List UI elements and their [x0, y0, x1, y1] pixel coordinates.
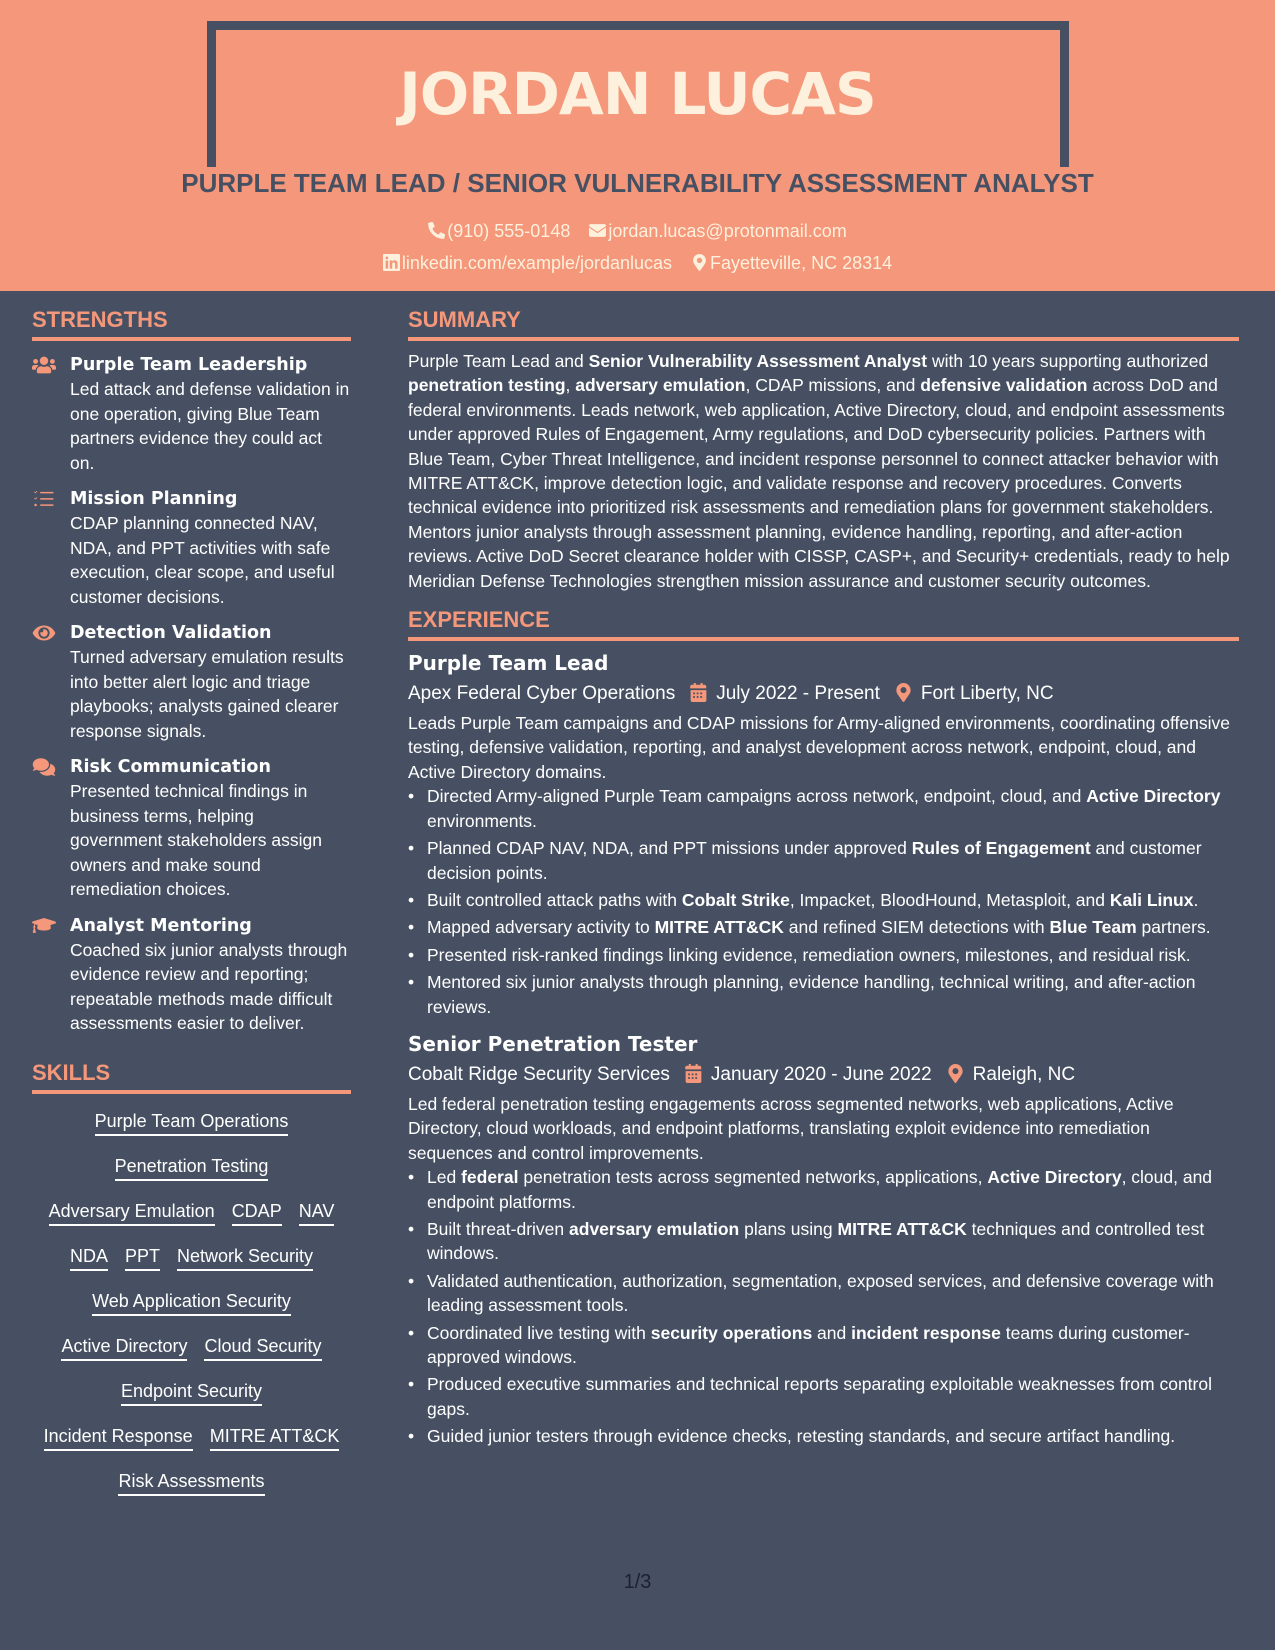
job-bullet	[408, 970, 1239, 1019]
candidate-name: JORDAN LUCAS	[399, 60, 876, 128]
skill-row	[32, 1108, 351, 1153]
skill-row	[32, 1243, 351, 1288]
job-bullet	[408, 1217, 1239, 1266]
skill-tag: Purple Team Operations	[95, 1108, 289, 1136]
strength-desc: Led attack and defense validation in one operation, giving Blue Team partners evidence they could act on.	[70, 379, 350, 473]
job-meta	[408, 680, 1239, 708]
contact-row-1	[0, 221, 1275, 242]
envelope-icon	[589, 222, 606, 239]
text-run: Planned CDAP NAV, NDA, and PPT missions under approved	[427, 838, 912, 859]
bold-text: Active Directory	[1086, 786, 1221, 807]
bold-text: security operations	[650, 1322, 813, 1343]
skill-tag: PPT	[125, 1243, 160, 1271]
comments-icon	[32, 757, 56, 777]
text-run: Produced executive summaries and technical reports separating exploitable weaknesses from control gaps.	[427, 1374, 1212, 1419]
text-run: Directed Army-aligned Purple Team campaigns across network, endpoint, cloud, and	[427, 786, 1087, 807]
phone-contact[interactable]	[428, 221, 570, 242]
skill-tag: NDA	[70, 1243, 108, 1271]
job-bullets	[408, 1165, 1239, 1448]
users-icon	[32, 355, 56, 375]
map-marker-icon	[691, 254, 708, 271]
text-run: penetration tests across segmented networks, applications,	[518, 1167, 988, 1188]
job-bullet	[408, 1269, 1239, 1318]
left-column	[32, 307, 351, 1513]
skill-tag: Risk Assessments	[118, 1468, 264, 1496]
text-run: , CDAP missions, and	[745, 375, 921, 396]
email-contact[interactable]	[589, 221, 846, 242]
job-title: Purple Team Lead	[408, 651, 609, 676]
job-dates: January 2020 - June 2022	[710, 1063, 932, 1085]
skill-tag: MITRE ATT&CK	[210, 1423, 340, 1451]
text-run: and	[812, 1322, 852, 1343]
job-bullet	[408, 888, 1239, 912]
job-entry	[408, 1030, 1239, 1449]
skills-list	[32, 1108, 351, 1513]
job-dates: July 2022 - Present	[716, 683, 880, 705]
email-text: jordan.lucas@protonmail.com	[608, 221, 847, 241]
text-run: Coordinated live testing with	[427, 1322, 651, 1343]
linkedin-icon	[383, 254, 400, 271]
strength-title: Detection Validation	[70, 623, 272, 643]
strength-desc: Coached six junior analysts through evidence review and reporting; repeatable methods made difficult assessments easier to deliver.	[70, 939, 348, 1033]
text-run: Purple Team Lead and	[408, 351, 589, 371]
skill-row	[32, 1378, 351, 1423]
skills-heading: SKILLS	[32, 1060, 351, 1094]
bold-text: MITRE ATT&CK	[837, 1218, 967, 1239]
text-run: Validated authentication, authorization, segmentation, exposed services, and defensive coverage with leading assessment tools.	[427, 1270, 1214, 1316]
text-run: Presented risk-ranked findings linking evidence, remediation owners, milestones, and residual risk.	[427, 944, 1191, 965]
bold-text: MITRE ATT&CK	[654, 917, 784, 938]
skill-tag: Cloud Security	[204, 1333, 321, 1361]
text-run: Built controlled attack paths with	[427, 889, 682, 910]
bold-text: adversary emulation	[569, 1218, 740, 1239]
summary-text	[408, 349, 1239, 593]
phone-text: (910) 555-0148	[447, 221, 571, 241]
skill-row	[32, 1198, 351, 1243]
skill-tag: Web Application Security	[92, 1288, 291, 1316]
bold-text: incident response	[851, 1322, 1001, 1343]
skill-tag: Adversary Emulation	[49, 1198, 215, 1226]
task-list-icon	[32, 489, 56, 509]
job-bullet	[408, 836, 1239, 885]
job-bullet	[408, 1424, 1239, 1448]
job-bullet	[408, 1372, 1239, 1421]
phone-icon	[428, 222, 445, 239]
text-run: and refined SIEM detections with	[783, 917, 1050, 938]
job-entry	[408, 649, 1239, 1019]
text-run: across DoD and federal environments. Leads network, web application, Active Directory, cloud, and endpoint assessments under approved Rules of Engagement, Army regulations, and DoD cybersecurity policies. Partners with Blue Team, Cyber Threat Intelligence, and incident response personnel to connect attacker behavior with MITRE ATT&CK, improve detection logic, and validate response and recovery procedures. Converts technical evidence into prioritized risk assessments and remediation plans for government stakeholders. Mentors junior analysts through assessment planning, evidence handling, reporting, and after-action reviews. Active DoD Secret clearance holder with CISSP, CASP+, and Security+ credentials, ready to help Meridian Defense Technologies strengthen mission assurance and customer security outcomes.	[408, 375, 1230, 591]
location-contact	[691, 253, 892, 274]
text-run: , Impacket, BloodHound, Metasploit, and	[789, 889, 1110, 910]
bold-text: Rules of Engagement	[911, 838, 1091, 859]
text-run: plans using	[739, 1218, 838, 1239]
job-bullet	[408, 1165, 1239, 1214]
text-run: Built threat-driven	[427, 1218, 570, 1239]
strength-title: Risk Communication	[70, 757, 271, 777]
eye-icon	[32, 623, 56, 643]
skill-tag: CDAP	[232, 1198, 282, 1226]
bold-text: Kali Linux	[1109, 889, 1194, 910]
map-marker-icon	[946, 1064, 965, 1083]
text-run: teams during customer-approved windows.	[427, 1322, 1190, 1367]
strength-desc: Presented technical findings in business terms, helping government stakeholders assign owners and make sound remediation choices.	[70, 781, 322, 899]
text-run: .	[1193, 889, 1199, 910]
map-marker-icon	[894, 683, 913, 702]
job-bullet	[408, 915, 1239, 939]
skill-tag: Incident Response	[44, 1423, 193, 1451]
job-location: Fort Liberty, NC	[920, 683, 1054, 705]
strength-item	[32, 353, 351, 475]
text-run: partners.	[1136, 917, 1211, 938]
strength-title: Analyst Mentoring	[70, 915, 252, 936]
strength-item	[32, 755, 351, 902]
strength-item	[32, 914, 351, 1036]
linkedin-text: linkedin.com/example/jordanlucas	[401, 253, 673, 273]
job-meta	[408, 1061, 1239, 1089]
strength-title: Purple Team Leadership	[70, 355, 308, 375]
resume-header	[0, 0, 1275, 291]
job-company: Cobalt Ridge Security Services	[408, 1063, 670, 1085]
text-run: , cloud, and endpoint platforms.	[427, 1167, 1213, 1212]
skill-row	[32, 1423, 351, 1468]
job-title: Senior Penetration Tester	[408, 1031, 698, 1056]
bold-text: Cobalt Strike	[681, 889, 790, 910]
skill-row	[32, 1468, 351, 1513]
skill-tag: Penetration Testing	[115, 1153, 269, 1181]
bold-text: Active Directory	[987, 1167, 1122, 1188]
bold-text: federal	[461, 1167, 519, 1188]
job-description: Led federal penetration testing engagements across segmented networks, web applications, Active Directory, cloud workloads, and endpoint platforms, translating exploit evidence into remediation sequences and control improvements.	[408, 1093, 1174, 1163]
skill-tag: Active Directory	[61, 1333, 187, 1361]
text-run: Guided junior testers through evidence checks, retesting standards, and secure artifact handling.	[427, 1426, 1176, 1447]
summary-heading: SUMMARY	[408, 307, 1239, 341]
text-run: ,	[565, 375, 576, 396]
strengths-heading: STRENGTHS	[32, 307, 351, 341]
skill-row	[32, 1153, 351, 1198]
job-company: Apex Federal Cyber Operations	[408, 683, 676, 705]
calendar-icon	[684, 1064, 703, 1083]
experience-heading: EXPERIENCE	[408, 607, 1239, 641]
right-column	[408, 307, 1239, 1452]
job-bullet	[408, 943, 1239, 967]
graduation-cap-icon	[32, 916, 56, 936]
text-run: Led	[427, 1167, 462, 1188]
job-location: Raleigh, NC	[972, 1063, 1076, 1085]
linkedin-contact[interactable]	[383, 253, 672, 274]
bold-text: adversary emulation	[575, 375, 746, 396]
skill-tag: Network Security	[177, 1243, 313, 1271]
text-run: Mapped adversary activity to	[427, 917, 655, 938]
skill-tag: Endpoint Security	[121, 1378, 262, 1406]
page-number: 1/3	[623, 1571, 652, 1593]
skill-tag: NAV	[299, 1198, 335, 1226]
strength-item	[32, 621, 351, 743]
strength-item	[32, 487, 351, 609]
contact-row-2	[0, 253, 1275, 274]
job-bullet	[408, 784, 1239, 833]
job-bullets	[408, 784, 1239, 1019]
skill-row	[32, 1288, 351, 1333]
candidate-title: PURPLE TEAM LEAD / SENIOR VULNERABILITY ASSESSMENT ANALYST	[181, 168, 1094, 198]
strength-desc: CDAP planning connected NAV, NDA, and PPT activities with safe execution, clear scope, and useful customer decisions.	[70, 513, 335, 607]
bold-text: Senior Vulnerability Assessment Analyst	[588, 351, 928, 371]
text-run: environments.	[427, 810, 537, 831]
text-run: techniques and controlled test windows.	[427, 1218, 1205, 1264]
job-description: Leads Purple Team campaigns and CDAP missions for Army-aligned environments, coordinating offensive testing, defensive validation, reporting, and analyst development across network, endpoint, cloud, and Active Directory domains.	[408, 713, 1230, 782]
bold-text: penetration testing	[408, 375, 566, 396]
text-run: and customer decision points.	[427, 838, 1202, 883]
bold-text: defensive validation	[920, 375, 1088, 396]
strength-desc: Turned adversary emulation results into better alert logic and triage playbooks; analysts gained clearer response signals.	[70, 647, 344, 741]
calendar-icon	[689, 683, 708, 702]
job-bullet	[408, 1321, 1239, 1370]
location-text: Fayetteville, NC 28314	[710, 253, 893, 273]
strength-title: Mission Planning	[70, 489, 238, 509]
text-run: Mentored six junior analysts through planning, evidence handling, technical writing, and after-action reviews.	[427, 972, 1196, 1017]
skill-row	[32, 1333, 351, 1378]
bold-text: Blue Team	[1049, 917, 1137, 938]
text-run: with 10 years supporting authorized	[927, 351, 1209, 371]
